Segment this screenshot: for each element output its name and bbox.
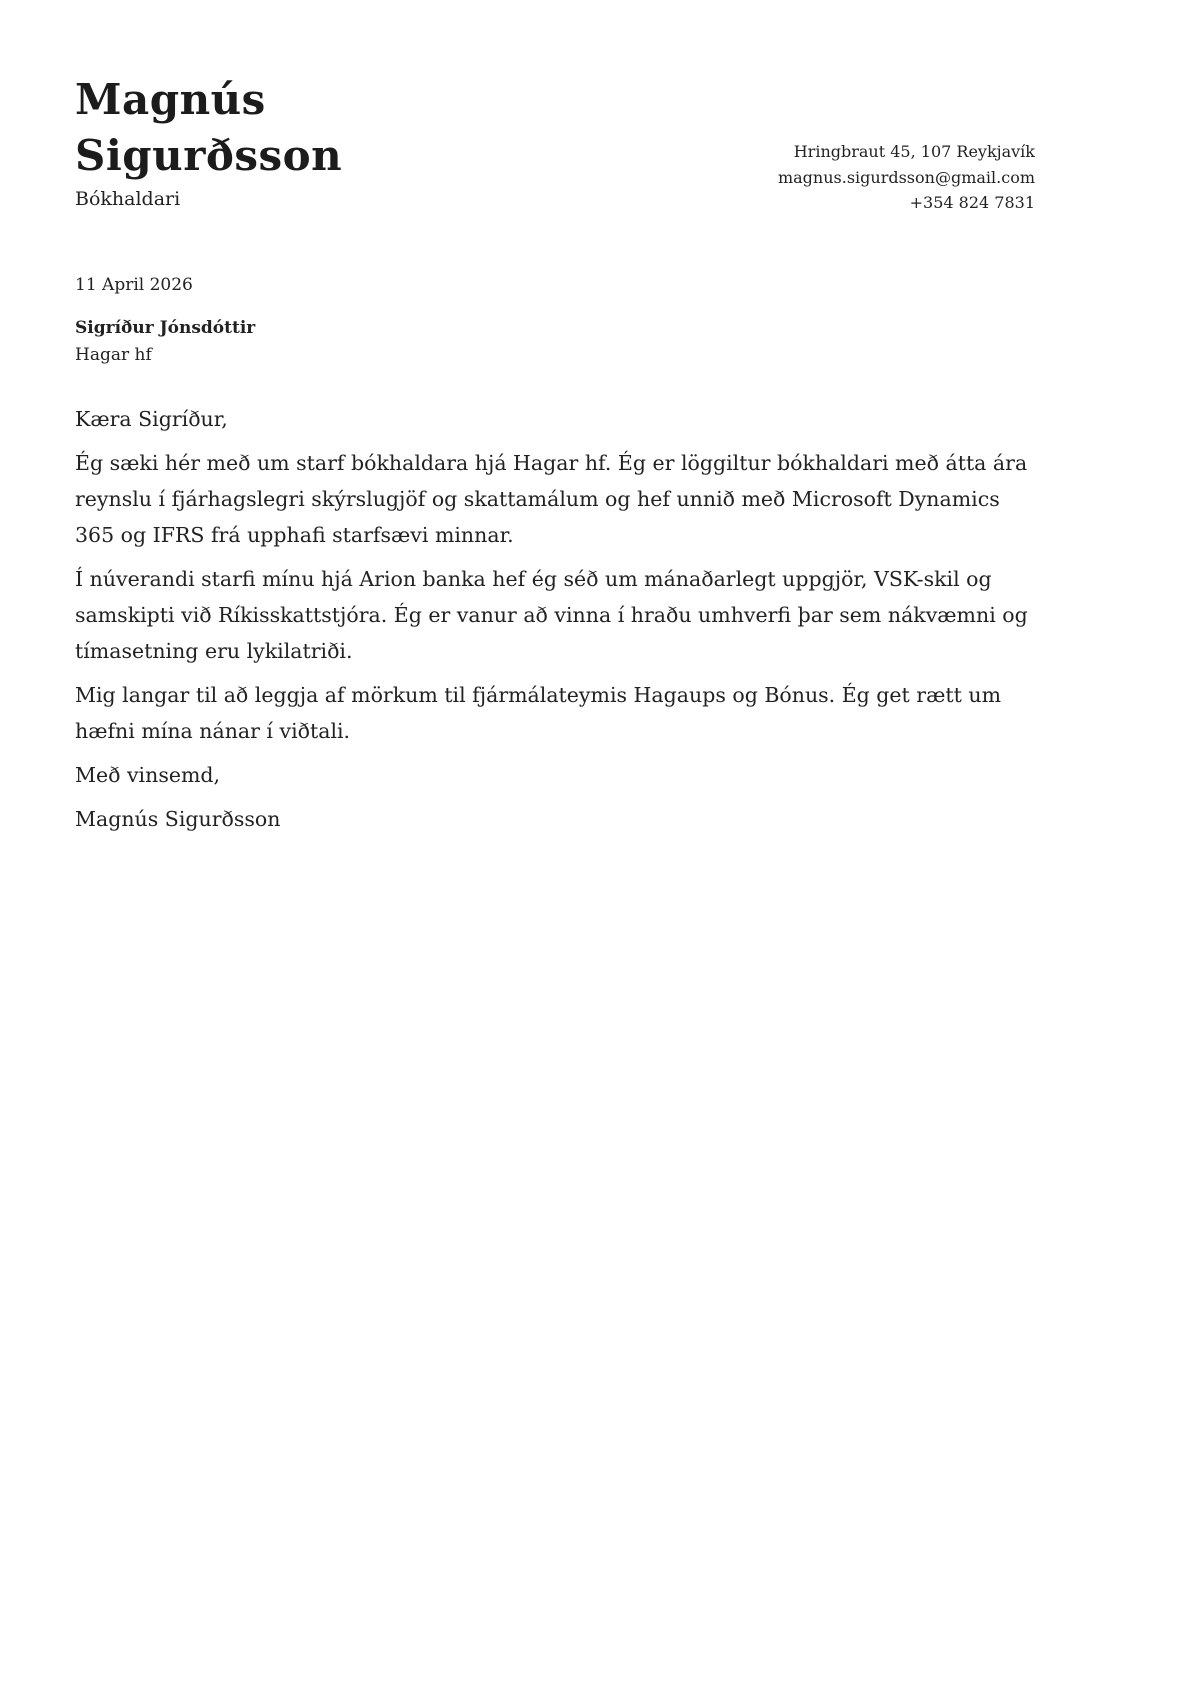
recipient-block — [75, 315, 255, 369]
body-paragraph: Í núverandi starfi mínu hjá Arion banka hef ég séð um mánaðarlegt uppgjör, VSK-skil og samskipti við Ríkisskattstjóra. Ég er vanur að vinna í hraðu umhverfi þar sem nákvæmni og tímasetning eru lykilatriði. — [75, 567, 1028, 663]
sender-name — [75, 72, 342, 184]
sender-first-name: Magnús — [75, 75, 266, 124]
letter-header — [75, 0, 1035, 240]
letter-date: 11 April 2026 — [75, 275, 193, 295]
closing: Með vinsemd, — [75, 763, 221, 787]
cover-letter-page — [75, 0, 1035, 831]
body-paragraph: Ég sæki hér með um starf bókhaldara hjá Hagar hf. Ég er löggiltur bókhaldari með átta ára reynslu í fjárhagslegri skýrslugjöf og skattamálum og hef unnið með Microsoft Dynamics 365 og IFRS frá upphafi starfsævi minnar. — [75, 451, 1028, 547]
recipient-company: Hagar hf — [75, 345, 152, 365]
contact-address: Hringbraut 45, 107 Reykjavík — [793, 142, 1035, 161]
letter-body — [75, 401, 1035, 845]
recipient-name: Sigríður Jónsdóttir — [75, 318, 256, 338]
signature: Magnús Sigurðsson — [75, 807, 281, 831]
contact-email: magnus.sigurdsson@gmail.com — [777, 167, 1035, 187]
sender-last-name: Sigurðsson — [75, 131, 343, 180]
salutation: Kæra Sigríður, — [75, 407, 228, 431]
sender-job-title: Bókhaldari — [75, 188, 181, 210]
contact-phone: +354 824 7831 — [909, 193, 1035, 212]
contact-block — [778, 139, 1035, 216]
body-paragraph: Mig langar til að leggja af mörkum til fjármálateymis Hagaups og Bónus. Ég get rætt um hæfni mína nánar í viðtali. — [75, 683, 1002, 743]
